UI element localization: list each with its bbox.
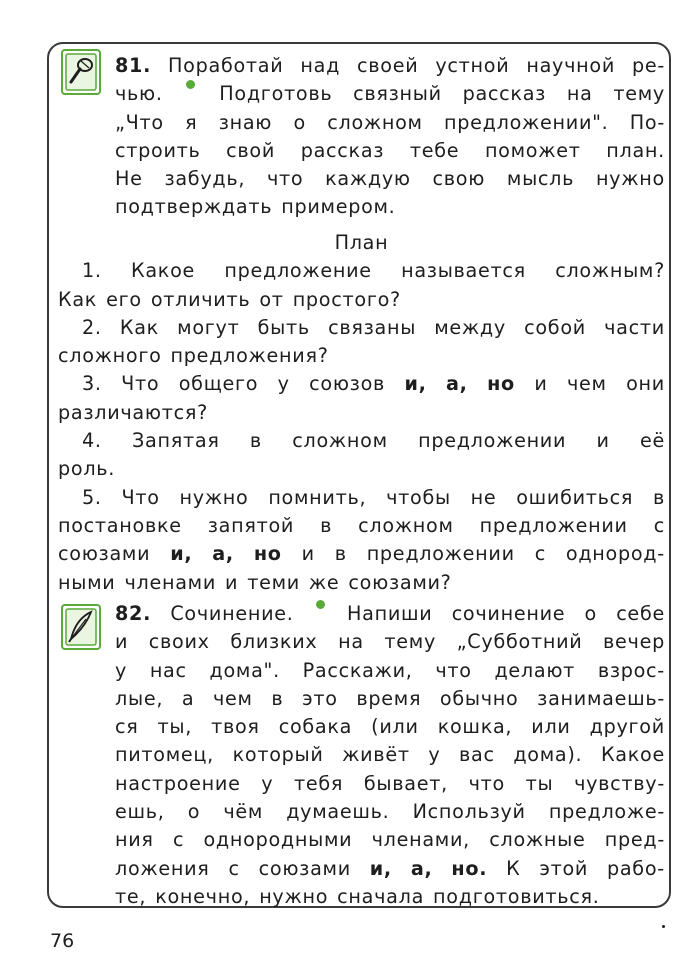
text-line <box>58 569 665 597</box>
text-line <box>58 342 665 370</box>
word: конечно, <box>155 884 251 908</box>
microphone-icon <box>60 48 102 96</box>
word: что <box>266 167 304 191</box>
word: общего <box>178 372 259 396</box>
word: сложные <box>489 828 586 852</box>
exercise-81 <box>115 52 665 222</box>
word: союзами? <box>348 570 452 594</box>
word: вечер <box>603 630 665 654</box>
word: свою <box>432 167 486 191</box>
word: и, <box>170 542 193 566</box>
word: у <box>277 372 290 396</box>
text-line <box>58 512 665 540</box>
word: научной <box>526 54 615 77</box>
word: строить <box>115 138 201 162</box>
word: забудь, <box>164 167 246 191</box>
word: запятой <box>207 513 295 537</box>
task-marker-icon <box>186 80 195 89</box>
word: на <box>566 82 593 106</box>
word: союзов <box>309 372 386 396</box>
word: ешь, <box>115 800 165 824</box>
word: кошка, <box>437 715 513 739</box>
word: план. <box>606 138 665 162</box>
text-line <box>58 427 665 455</box>
word: же <box>308 570 340 594</box>
word: мысль <box>506 167 575 191</box>
text-line <box>115 109 665 137</box>
word: не <box>470 485 497 509</box>
word: Что <box>121 372 160 396</box>
word: делают <box>494 658 576 682</box>
word: сложным? <box>555 259 665 283</box>
word: а <box>181 686 195 710</box>
word: этой <box>539 856 589 880</box>
word: подтверждать <box>115 195 273 219</box>
word: живёт <box>342 743 410 767</box>
word: предложении <box>366 542 515 566</box>
task-marker-icon <box>316 600 325 609</box>
word: Напиши <box>347 602 433 625</box>
word: в <box>271 686 284 710</box>
text-line <box>58 286 665 314</box>
word: ре- <box>631 54 665 77</box>
word: связный <box>353 82 442 106</box>
word: лые, <box>115 686 164 710</box>
word: Что <box>121 485 160 509</box>
word: это <box>302 686 338 710</box>
word: сложном <box>358 513 454 537</box>
word: который <box>232 743 324 767</box>
word: пред- <box>604 828 665 852</box>
word: каждую <box>325 167 411 191</box>
text-line <box>58 540 665 568</box>
word: 4. <box>82 429 102 453</box>
word: простого? <box>292 287 401 311</box>
word: я <box>185 110 198 134</box>
word: чем <box>566 372 607 396</box>
word: однород- <box>565 542 665 566</box>
word: и <box>225 570 239 594</box>
word: себе <box>616 602 665 625</box>
word: однородными <box>203 828 353 852</box>
word: сочинение <box>451 602 566 625</box>
word: собой <box>524 315 586 339</box>
word: устной <box>435 54 510 77</box>
word: с <box>534 542 546 566</box>
word: чтобы <box>386 485 451 509</box>
word: у <box>261 771 274 795</box>
word: чью. <box>115 82 163 106</box>
exercise-82 <box>115 600 665 911</box>
word: „Что <box>115 110 164 134</box>
word: предложе- <box>548 800 665 824</box>
word: Не <box>115 167 143 191</box>
text-line <box>115 165 665 193</box>
word: вас <box>458 743 495 767</box>
text-line <box>115 52 665 80</box>
word: своей <box>357 54 419 77</box>
word: сложном <box>327 110 423 134</box>
text-line <box>115 798 665 826</box>
word: чём <box>223 800 264 824</box>
text-line <box>115 883 665 911</box>
word: членами <box>124 570 217 594</box>
word: а, <box>212 542 234 566</box>
word: свой <box>226 138 276 162</box>
word: могут <box>177 315 240 339</box>
word: предложении <box>479 513 628 537</box>
word: с <box>653 513 665 537</box>
word: Сочинение. <box>170 602 294 625</box>
word: предложении". <box>444 110 609 134</box>
word: нас <box>149 658 187 682</box>
plan-title: План <box>334 231 389 254</box>
word: поможет <box>484 138 581 162</box>
word: о <box>187 800 201 824</box>
word: взрос- <box>597 658 665 682</box>
word: время <box>356 686 422 710</box>
word: что <box>468 771 505 795</box>
text-line <box>115 855 665 883</box>
text-line <box>115 826 665 854</box>
text-line <box>58 370 665 398</box>
word: и <box>596 429 610 453</box>
word: а, <box>410 856 433 880</box>
text-line <box>58 257 665 285</box>
word: нужно <box>179 485 249 509</box>
word: нужно <box>259 884 329 908</box>
word: Какое <box>600 743 665 767</box>
quill-pen-icon <box>60 603 102 651</box>
word: с <box>172 828 185 852</box>
word: 2. <box>82 315 102 339</box>
text-line <box>115 770 665 798</box>
word: дома". <box>209 658 280 682</box>
word: сложном <box>292 429 388 453</box>
word: тему <box>613 82 665 106</box>
word: думаешь. <box>286 800 390 824</box>
word: Как <box>58 287 98 311</box>
word: ния <box>115 828 154 852</box>
word: предложения? <box>170 344 329 368</box>
word: над <box>300 54 341 77</box>
word: По- <box>629 110 665 134</box>
word: знаю <box>218 110 273 134</box>
word: у <box>428 743 441 767</box>
word: 1. <box>82 259 102 283</box>
text-line <box>115 713 665 741</box>
word: а, <box>446 372 468 396</box>
word: Расскажи, <box>302 658 413 682</box>
word: Поработай <box>168 54 284 77</box>
text-line <box>58 314 665 342</box>
word: они <box>626 372 665 396</box>
word: рассказ <box>462 82 547 106</box>
word: в <box>249 429 262 453</box>
word: К <box>506 856 521 880</box>
word: обычно <box>439 686 519 710</box>
word: ты, <box>157 715 193 739</box>
text-line <box>115 137 665 165</box>
word: рабо- <box>606 856 665 880</box>
word: его <box>106 287 142 311</box>
word: ложения <box>115 856 210 880</box>
word: но <box>253 542 282 566</box>
word: но. <box>451 856 488 880</box>
word: постановке <box>58 513 182 537</box>
text-line <box>115 657 665 685</box>
word: рассказ <box>300 138 385 162</box>
word: ты <box>525 771 554 795</box>
word: Подготовь <box>219 82 333 106</box>
word: и <box>115 630 129 654</box>
word: твоя <box>211 715 260 739</box>
word: занимаешь- <box>537 686 665 710</box>
word: в <box>652 485 665 509</box>
word: сначала <box>337 884 425 908</box>
word: чем <box>213 686 253 710</box>
word: в <box>320 513 333 537</box>
word: и, <box>369 856 392 880</box>
text-line <box>115 628 665 656</box>
word: собака <box>278 715 353 739</box>
word: настроение <box>115 771 241 795</box>
word: теми <box>247 570 300 594</box>
exercise-number: 81. <box>115 54 152 77</box>
word: между <box>434 315 506 339</box>
word: тебя <box>294 771 344 795</box>
word: у <box>115 658 128 682</box>
text-line <box>115 193 665 221</box>
word: или <box>531 715 571 739</box>
text-line <box>115 600 665 628</box>
print-speck <box>662 925 665 928</box>
word: Запятая <box>132 429 220 453</box>
word: Какое <box>131 259 196 283</box>
word: примером. <box>281 195 396 219</box>
word: на <box>338 630 364 654</box>
word: своих <box>148 630 210 654</box>
text-line <box>115 80 665 108</box>
word: с <box>228 856 240 880</box>
word: союзами <box>258 856 351 880</box>
word: близких <box>230 630 318 654</box>
word: и <box>534 372 548 396</box>
word: тему <box>384 630 437 654</box>
word: союзами <box>58 542 151 566</box>
word: ся <box>115 715 139 739</box>
word: тебе <box>409 138 460 162</box>
word: и, <box>404 372 427 396</box>
word: части <box>604 315 665 339</box>
word: Как <box>119 315 159 339</box>
word: от <box>259 287 284 311</box>
word: другой <box>589 715 665 739</box>
word: помнить, <box>268 485 367 509</box>
word: питомец, <box>115 743 214 767</box>
word: предложение <box>224 259 372 283</box>
word: „Субботний <box>456 630 583 654</box>
word: предложении <box>418 429 567 453</box>
word: те, <box>115 884 147 908</box>
word: чувству- <box>574 771 665 795</box>
word: роль. <box>58 457 116 481</box>
text-line <box>115 741 665 769</box>
text-line <box>115 685 665 713</box>
word: называется <box>401 259 526 283</box>
text-line <box>58 399 665 427</box>
word: ными <box>58 570 116 594</box>
word: её <box>639 429 665 453</box>
word: сложного <box>58 344 162 368</box>
word: и <box>301 542 315 566</box>
word: нужно <box>595 167 665 191</box>
word: связаны <box>328 315 417 339</box>
word: что <box>435 658 472 682</box>
word: различаются? <box>58 400 208 424</box>
word: членами, <box>371 828 470 852</box>
word: 5. <box>82 485 102 509</box>
word: бывает, <box>363 771 448 795</box>
text-line <box>58 455 665 483</box>
word: дома). <box>513 743 583 767</box>
word: 3. <box>82 372 102 396</box>
word: в <box>334 542 347 566</box>
word: быть <box>257 315 310 339</box>
page-number: 76 <box>50 930 75 952</box>
word: Используй <box>412 800 526 824</box>
text-line <box>58 484 665 512</box>
word: о <box>293 110 306 134</box>
word: о <box>584 602 597 625</box>
word: (или <box>371 715 419 739</box>
exercise-number: 82. <box>115 602 152 625</box>
word: ошибиться <box>516 485 634 509</box>
plan-block <box>58 229 665 597</box>
word: но <box>487 372 515 396</box>
word: подготовиться. <box>433 884 600 908</box>
word: отличить <box>150 287 251 311</box>
